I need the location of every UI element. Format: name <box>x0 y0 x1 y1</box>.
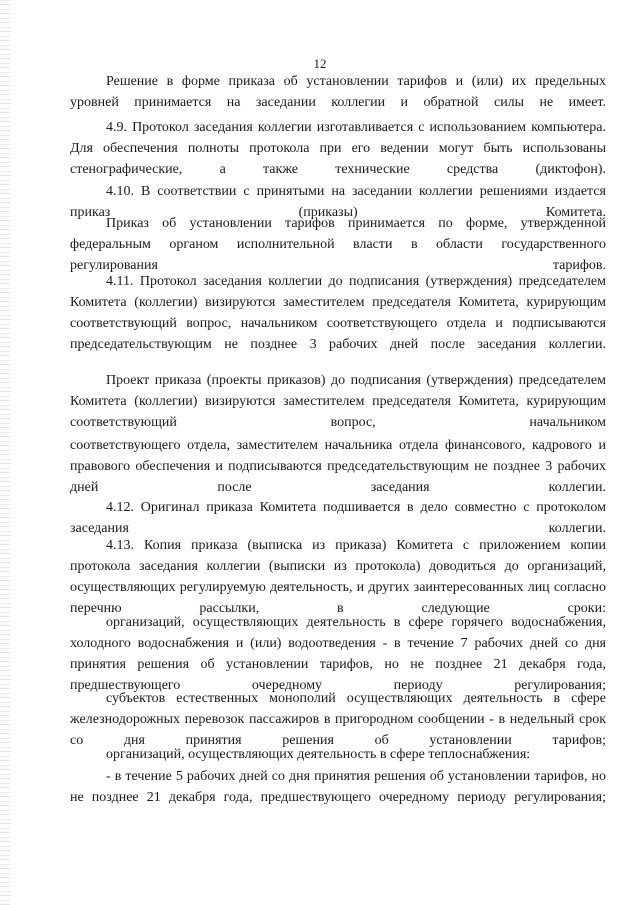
paragraph-4-10: 4.10. В соответствии с принятыми на заседании коллегии решениями издается приказ (приказы) Комитета. <box>70 184 606 220</box>
paragraph-draft-order-continued: соответствующего отдела, заместителем начальника отдела финансового, кадрового и правового обеспечения и подписываются председательствующим не позднее 3 рабочих дней после заседания коллегии. <box>70 438 606 495</box>
page-number: 12 <box>313 56 327 71</box>
paragraph-draft-order: Проект приказа (проекты приказов) до подписания (утверждения) председателем Комитета (коллегии) визируются заместителем председателя Комитета, курирующим соответствующий вопрос, начальником <box>70 373 606 430</box>
paragraph-4-11: 4.11. Протокол заседания коллегии до подписания (утверждения) председателем Комитета (коллегии) визируются заместителем председателя Комитета, курирующим соответствующий вопрос, начальником соответствующего отдела и подписываются председательствующим не позднее 3 рабочих дней после заседания коллегии. <box>70 274 606 352</box>
paragraph-heat-supply: организаций, осуществляющих деятельность в сфере теплоснабжения: <box>106 747 531 762</box>
paragraph-4-13: 4.13. Копия приказа (выписка из приказа) Комитета с приложением копии протокола заседания коллегии (выписки из протокола) доводиться до организаций, осуществляющих регулируемую деятельность, и других заинтересованных лиц согласно перечню рассылки, в следующие сроки: <box>70 538 606 616</box>
scan-edge-artifact <box>0 0 10 905</box>
paragraph-4-9: 4.9. Протокол заседания коллегии изготавливается с использованием компьютера. Для обеспечения полноты протокола при его ведении могут быть использованы стенографические, а также технические средства (диктофон). <box>70 120 606 177</box>
paragraph-tariff-form: Приказ об установлении тарифов принимается по форме, утвержденной федеральным органом исполнительной власти в области государственного регулирования тарифов. <box>70 216 606 273</box>
paragraph-rail-transport: субъектов естественных монополий осуществляющих деятельность в сфере железнодорожных перевозок пассажиров в пригородном сообщении - в недельный срок со дня принятия решения об установлении тарифов; <box>70 691 606 748</box>
paragraph-water-supply: организаций, осуществляющих деятельность в сфере горячего водоснабжения, холодного водоснабжения и (или) водоотведения - в течение 7 рабочих дней со дня принятия решения об установлении тарифов, но не позднее 21 декабря года, предшествующего очередному периоду регулирования; <box>70 615 606 693</box>
paragraph-heat-deadline: - в течение 5 рабочих дней со дня принятия решения об установлении тарифов, но не позднее 21 декабря года, предшествующего очередному периоду регулирования; <box>70 769 606 805</box>
paragraph-4-12: 4.12. Оригинал приказа Комитета подшивается в дело совместно с протоколом заседания коллегии. <box>70 500 606 536</box>
paragraph-decision: Решение в форме приказа об установлении тарифов и (или) их предельных уровней принимается на заседании коллегии и обратной силы не имеет. <box>70 74 606 110</box>
